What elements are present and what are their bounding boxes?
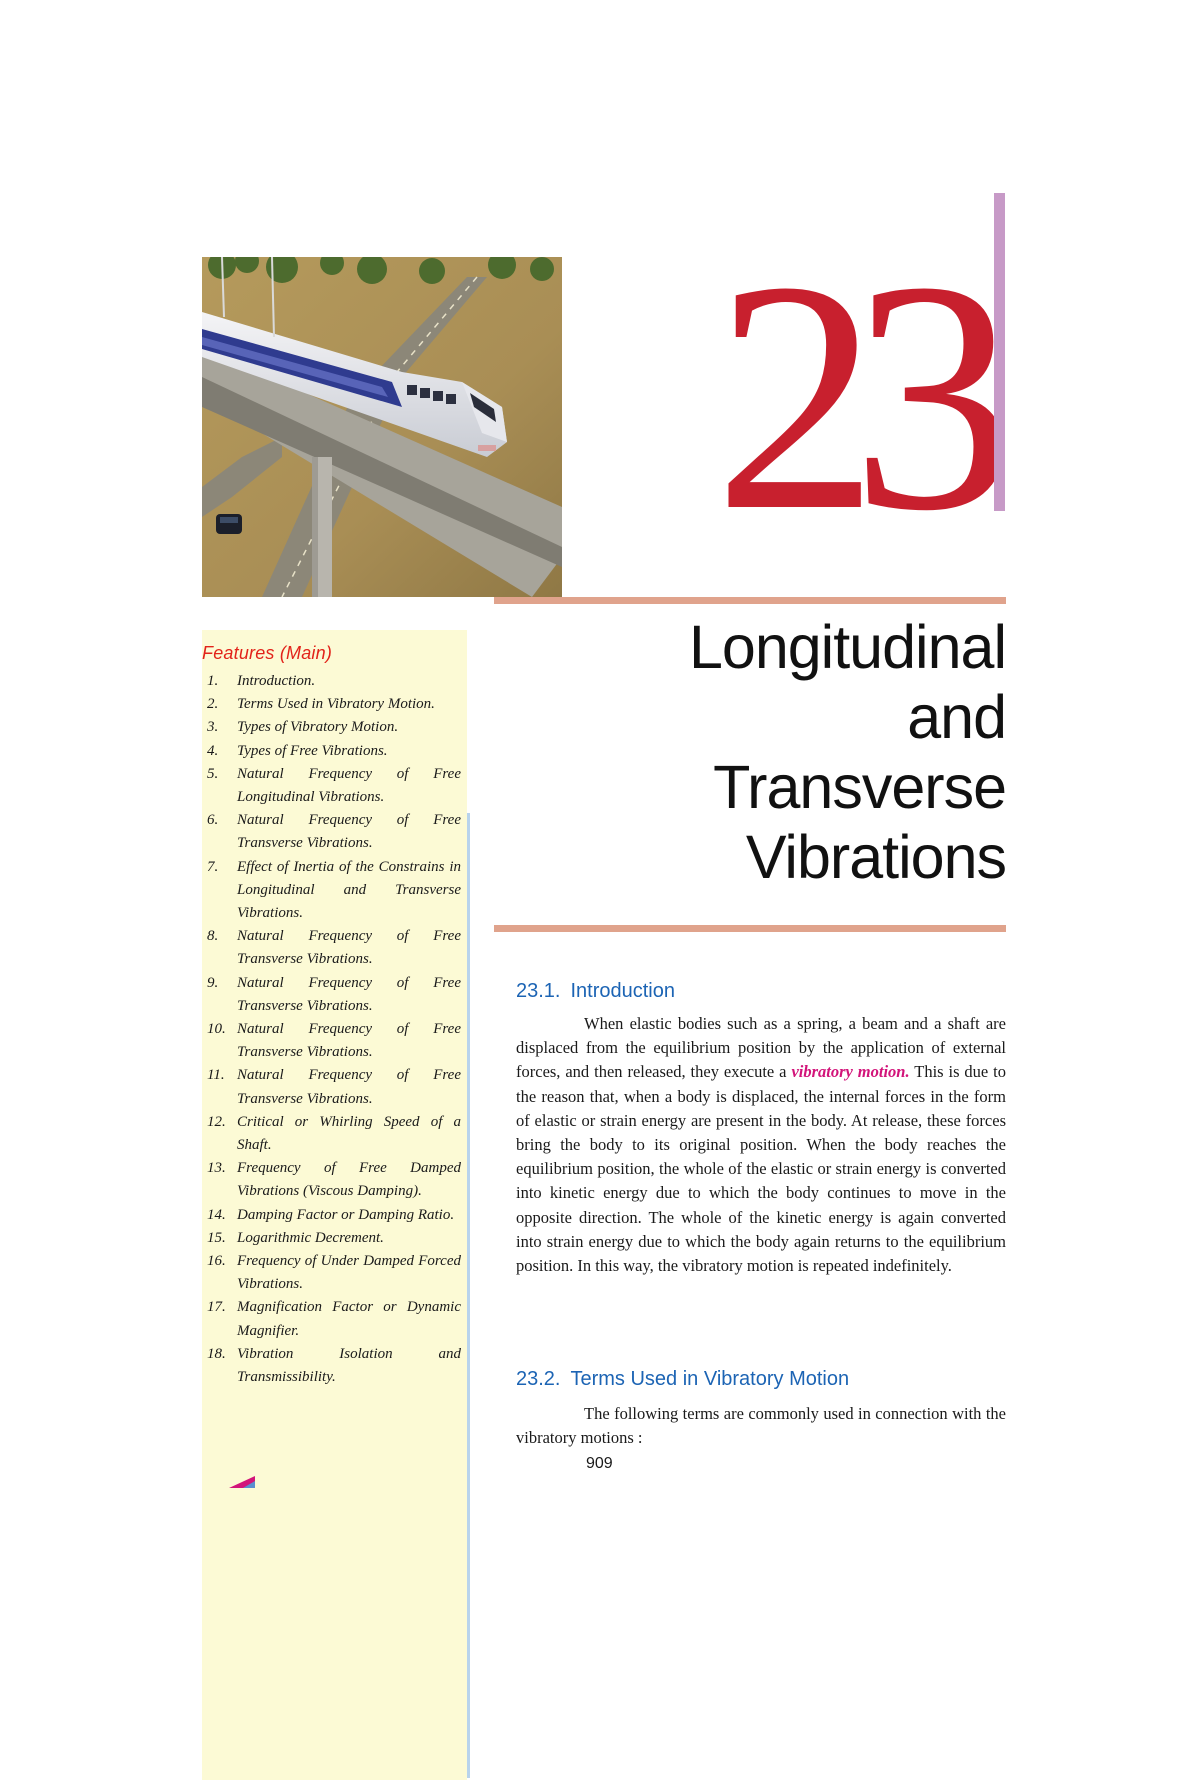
feature-item: 11. Natural Frequency of Free Transverse Vibrations. xyxy=(207,1067,461,1107)
feature-item: 7. Effect of Inertia of the Constrains in Longitudinal and Transverse Vibrations. xyxy=(207,858,461,922)
section-title: Terms Used in Vibratory Motion xyxy=(570,1368,850,1390)
features-box xyxy=(202,630,467,1780)
section-number: 23.2. xyxy=(516,1368,561,1390)
feature-item: 12. Critical or Whirling Speed of a Shaft. xyxy=(207,1113,461,1154)
feature-item: 4. Types of Free Vibrations. xyxy=(207,742,388,759)
chapter-title-line: Longitudinal xyxy=(688,613,1006,681)
terms-paragraph: The following terms are commonly used in connection with the vibratory motions : xyxy=(516,1404,1006,1448)
feature-item: 13. Frequency of Free Damped Vibrations (Viscous Damping). xyxy=(207,1160,461,1200)
section-heading-terms xyxy=(516,1368,849,1391)
feature-item: 2. Terms Used in Vibratory Motion. xyxy=(207,696,435,713)
chapter-photo xyxy=(202,257,562,597)
chapter-title-line: Vibrations xyxy=(745,823,1006,891)
corner-mark-icon xyxy=(229,1476,255,1488)
title-rule-top xyxy=(494,597,1006,604)
feature-item: 1. Introduction. xyxy=(207,673,316,689)
introduction-paragraph: When elastic bodies such as a spring, a beam and a shaft are displaced from the equilibrium position by the application of external forces, and then released, they execute a vibratory motion. This is due to the reason that, when a body is displaced, the internal forces in the form of elastic or strain energy are present in the body. At release, these forces bring the body to its original position. When the body reaches the equilibrium position, the whole of the elastic or strain energy is converted into kinetic energy due to which the body continues to move in the opposite direction. The whole of the kinetic energy is again converted into strain energy due to which the body again returns to the equilibrium position. In this way, the vibratory motion is repeated indefinitely. xyxy=(516,1014,1007,1276)
feature-item: 5. Natural Frequency of Free Longitudinal Vibrations. xyxy=(207,765,461,806)
chapter-title-line: and xyxy=(907,683,1006,751)
feature-item: 16. Frequency of Under Damped Forced Vibrations. xyxy=(207,1253,461,1293)
title-rule-bottom xyxy=(494,925,1006,932)
features-heading: Features (Main) xyxy=(202,643,333,663)
page-number: 909 xyxy=(586,1455,613,1472)
section-heading-introduction xyxy=(516,980,675,1003)
chapter-title xyxy=(494,612,1006,892)
feature-item: 15. Logarithmic Decrement. xyxy=(207,1229,384,1246)
chapter-title-line: Transverse xyxy=(713,753,1006,821)
train-photo-icon xyxy=(202,257,562,597)
feature-item: 8. Natural Frequency of Free Transverse Vibrations. xyxy=(207,928,461,968)
accent-bar xyxy=(994,193,1005,511)
chapter-number: 23 xyxy=(714,214,988,579)
highlight-term: vibratory motion. xyxy=(791,1062,910,1082)
feature-item: 10. Natural Frequency of Free Transverse Vibrations. xyxy=(207,1021,461,1061)
feature-item: 6. Natural Frequency of Free Transverse Vibrations. xyxy=(207,812,461,852)
section-title: Introduction xyxy=(570,980,675,1002)
features-list xyxy=(202,670,467,1389)
section-number: 23.1. xyxy=(516,980,561,1002)
feature-item: 9. Natural Frequency of Free Transverse Vibrations. xyxy=(207,974,461,1014)
feature-item: 3. Types of Vibratory Motion. xyxy=(207,719,399,736)
feature-item: 18. Vibration Isolation and Transmissibility. xyxy=(207,1345,461,1386)
feature-item: 17. Magnification Factor or Dynamic Magnifier. xyxy=(207,1299,461,1339)
feature-item: 14. Damping Factor or Damping Ratio. xyxy=(207,1206,455,1223)
